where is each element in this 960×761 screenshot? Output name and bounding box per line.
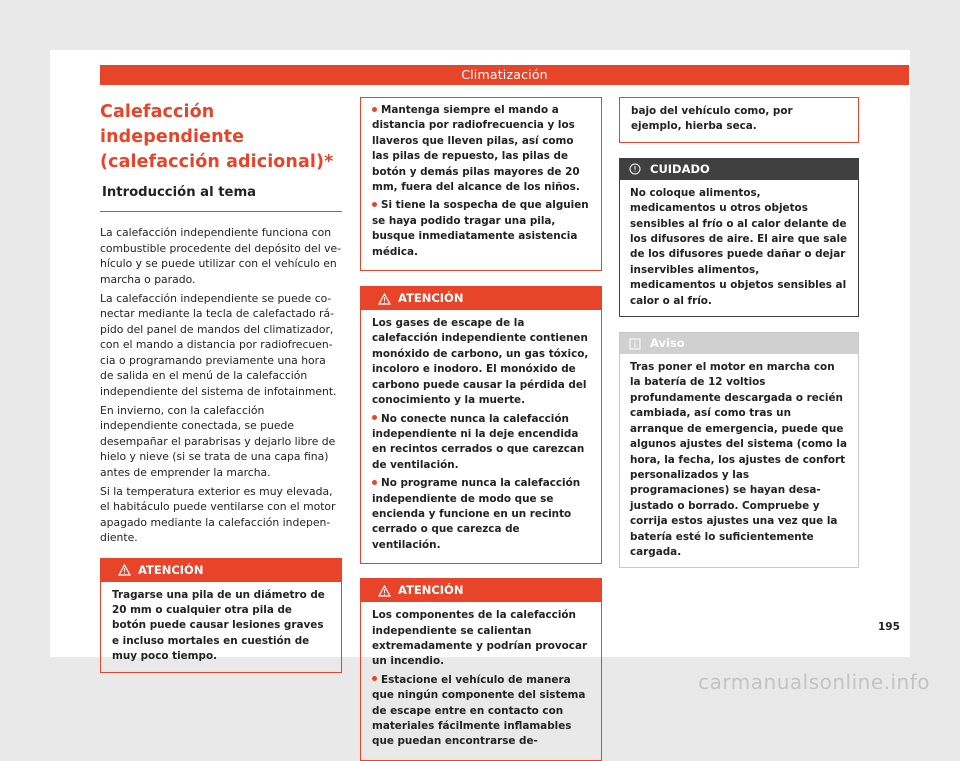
caution-text: No coloque alimentos, medicamentos u otros objetos sensibles al frío o al calor delante de los difusores de aire. El aire que sale de los difusores puede dañar o dejar inservibles alimentos, medicamentos u objetos sensibles al calor o al frío. — [630, 186, 848, 307]
paragraph: La calefacción independiente se puede conectar mediante la tecla de calefactado rápido del panel de mandos del climatizador, con el mando a distancia por radiofrecuencia o programando previamente una hora de salida en el menú de la calefacción independiente del sistema de infotainment. — [100, 291, 337, 398]
page-title-line-1: Calefacción independiente — [100, 102, 245, 147]
warning-box — [100, 558, 342, 673]
bullet-icon — [372, 415, 377, 420]
list-item: No conecte nunca la calefacción independiente ni la deje encendida en recintos cerrados o que carezcan de ventilación. — [372, 412, 585, 471]
warning-text: Los gases de escape de la calefacción independiente contienen monóxido de carbono, un gas tóxico, incoloro e inodoro. El monóxido de carbono puede causar la pérdida del conocimiento y la muerte. — [372, 317, 589, 407]
paragraph: En invierno, con la calefacción independiente conectada, se puede desempañar el parabrisas y dejarlo libre de hielo y nieve (si se trata de una capa fina) antes de emprender la marcha. — [100, 403, 336, 479]
warning-text: Tragarse una pila de un diámetro de 20 mm o cualquier otra pila de botón puede causar lesiones graves e incluso mortales en cuestión de muy poco tiempo. — [112, 588, 325, 663]
bullet-icon — [372, 480, 377, 485]
column-3 — [619, 97, 859, 568]
list-item: Estacione el vehículo de manera que ningún componente del sistema de escape entre en contacto con materiales fácilmente inflamables que puedan encontrarse de- — [372, 673, 586, 748]
warning-header — [361, 287, 601, 310]
bullet-icon — [372, 107, 377, 112]
caution-circle-icon — [629, 163, 641, 175]
notice-text: Tras poner el motor en marcha con la batería de 12 voltios profundamente descargada o recién cambiada, así como tras un arranque de emergencia, puede que algunos ajustes del sistema (como la hora, la fecha, los ajustes de confort personalizados y las programaciones) se hayan desajustado o borrado. Compruebe y corrija estos ajustes una vez que la batería esté lo suficientemente cargada. — [630, 361, 847, 558]
list-item: No programe nunca la calefacción independiente de modo que se encienda y funcione en un recinto cerrado o que carezca de ventilación. — [372, 477, 581, 551]
column-2 — [360, 97, 602, 761]
warning-label: ATENCIÓN — [398, 583, 464, 598]
warning-triangle-icon — [378, 293, 391, 305]
page-title-line-2: (calefacción adicional)* — [100, 152, 334, 172]
section-header: Climatización — [100, 65, 909, 85]
list-item: Mantenga siempre el mando a distancia por radiofrecuencia y los llaveros que lleven pilas, así como las pilas de repuesto, las pilas de botón y demás pilas mayores de 20 mm, fuera del alcance de los niños. — [372, 104, 580, 194]
warning-box-continued — [619, 97, 859, 143]
caution-header — [620, 159, 858, 180]
intro-text — [100, 225, 342, 546]
paragraph: La calefacción independiente funciona con combustible procedente del depósito del vehículo y se puede utilizar con el vehículo en marcha o parado. — [100, 226, 342, 286]
warning-box-continued — [360, 97, 602, 271]
warning-triangle-icon — [118, 564, 131, 576]
section-subtitle: Introducción al tema — [100, 184, 342, 212]
page-title — [100, 100, 342, 175]
warning-text: bajo del vehículo como, por ejemplo, hierba seca. — [631, 105, 793, 133]
notice-label: Aviso — [650, 336, 685, 351]
warning-triangle-icon — [378, 585, 391, 597]
bullet-icon — [372, 202, 377, 207]
page-number: 195 — [878, 621, 900, 633]
list-item: Si tiene la sospecha de que alguien se haya podido tragar una pila, busque inmediatamente asistencia médica. — [372, 199, 589, 258]
watermark: carmanualsonline.info — [698, 670, 930, 694]
warning-label: ATENCIÓN — [398, 291, 464, 306]
info-icon — [629, 338, 641, 350]
warning-text: Los componentes de la calefacción independiente se calientan extremadamente y podrían provocar un incendio. — [372, 609, 588, 668]
warning-label: ATENCIÓN — [138, 562, 204, 577]
caution-box — [619, 158, 859, 317]
notice-box — [619, 332, 859, 568]
warning-header — [101, 559, 341, 582]
warning-header — [361, 579, 601, 602]
warning-box — [360, 286, 602, 564]
caution-label: CUIDADO — [650, 161, 710, 176]
column-1 — [100, 100, 342, 673]
notice-header — [620, 333, 858, 354]
paragraph: Si la temperatura exterior es muy elevada, el habitáculo puede ventilarse con el motor apagado mediante la calefacción independiente. — [100, 484, 336, 544]
